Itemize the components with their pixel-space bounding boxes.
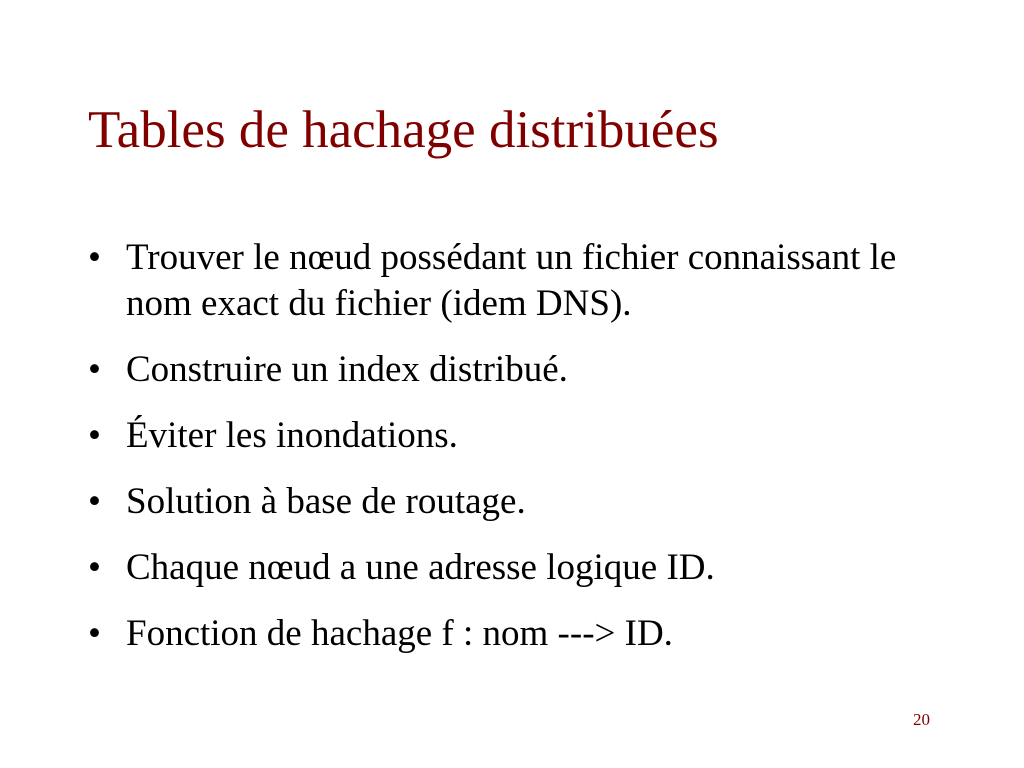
bullet-icon: • [88,613,101,654]
bullet-item [86,479,926,525]
bullet-text: Construire un index distribué. [126,349,568,390]
bullet-text: Chaque nœud a une adresse logique ID. [126,547,715,588]
bullet-item [86,545,926,591]
bullet-icon: • [88,415,101,456]
slide-title: Tables de hachage distribuées [88,101,719,159]
bullet-item [86,235,926,327]
bullet-icon: • [88,237,101,278]
bullet-text: Trouver le nœud possédant un fichier connaissant le nom exact du fichier (idem DNS). [126,237,897,324]
bullet-item [86,413,926,459]
bullet-text: Fonction de hachage f : nom ---> ID. [126,613,673,654]
bullet-text: Solution à base de routage. [126,481,526,522]
bullet-text: Éviter les inondations. [126,415,458,456]
bullet-item [86,611,926,657]
bullet-item [86,347,926,393]
bullet-icon: • [88,481,101,522]
bullet-icon: • [88,349,101,390]
bullet-list [86,235,926,677]
bullet-icon: • [88,547,101,588]
page-number: 20 [913,710,930,729]
